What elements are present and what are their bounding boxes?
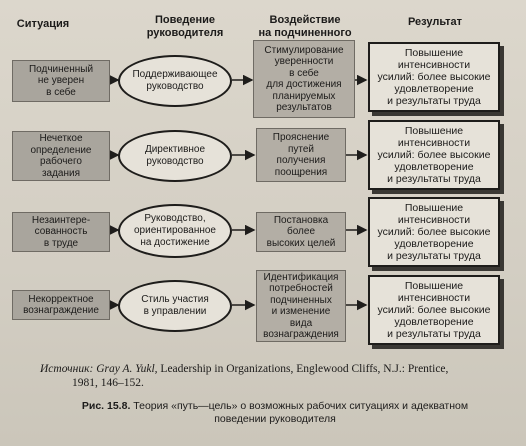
result-box-4 (368, 275, 500, 345)
source-text: Leadership in Organizations, Englewood Cliffs, N.J.: Prentice, (157, 363, 449, 375)
header-effect: Воздействие на подчиненного (258, 14, 352, 39)
situation-text-2: Нечеткое определение рабочего задания (30, 133, 92, 179)
situation-box-1 (12, 60, 110, 102)
effect-text-2: Прояснение путей получения поощрения (272, 132, 330, 178)
result-text-1: Повышение интенсивности усилий: более высокие удовлетворение и результаты труда (377, 47, 491, 107)
situation-text-3: Незаинтере- сованность в труде (31, 214, 91, 249)
effect-text-1: Стимулирование уверенности в себе для достижения планируемых результатов (264, 44, 344, 113)
effect-text-3: Постановка более высоких целей (266, 214, 336, 249)
figure-line2: поведении руководителя (214, 413, 336, 425)
effect-box-1 (253, 40, 355, 118)
result-text-3: Повышение интенсивности усилий: более высокие удовлетворение и результаты труда (377, 202, 491, 262)
figure-label: Рис. 15.8. (81, 400, 131, 412)
result-box-1 (368, 42, 500, 112)
situation-box-4 (12, 290, 110, 320)
source-author: Gray A. Yukl, (96, 363, 158, 375)
behavior-text-1: Поддерживающее руководство (132, 69, 218, 92)
result-box-2 (368, 120, 500, 190)
behavior-ellipse-3 (118, 204, 232, 258)
header-situation: Ситуация (16, 18, 70, 30)
situation-text-1: Подчиненный не уверен в себе (28, 63, 94, 98)
figure-text: Теория «путь—цель» о возможных рабочих ситуациях и адекватном (130, 400, 469, 412)
situation-text-4: Некорректное вознаграждение (23, 293, 99, 316)
behavior-ellipse-4 (118, 280, 232, 332)
situation-box-2 (12, 131, 110, 181)
figure-caption (40, 400, 510, 426)
header-behavior: Поведение руководителя (146, 14, 224, 39)
result-text-2: Повышение интенсивности усилий: более высокие удовлетворение и результаты труда (377, 125, 491, 185)
behavior-text-3: Руководство, ориентированное на достижение (133, 213, 216, 248)
situation-box-3 (12, 212, 110, 252)
behavior-ellipse-1 (118, 55, 232, 107)
header-result: Результат (407, 16, 463, 28)
behavior-text-4: Стиль участия в управлении (141, 294, 209, 317)
behavior-ellipse-2 (118, 130, 232, 182)
source-line2: 1981, 146–152. (72, 377, 144, 389)
behavior-text-2: Директивное руководство (144, 144, 206, 167)
source-caption (40, 362, 520, 390)
effect-box-4 (256, 270, 346, 342)
result-box-3 (368, 197, 500, 267)
result-text-4: Повышение интенсивности усилий: более высокие удовлетворение и результаты труда (377, 280, 491, 340)
effect-box-3 (256, 212, 346, 252)
effect-text-4: Идентификация потребностей подчиненных и изменение вида вознаграждения (263, 271, 339, 340)
source-label: Источник: (40, 363, 94, 375)
effect-box-2 (256, 128, 346, 182)
